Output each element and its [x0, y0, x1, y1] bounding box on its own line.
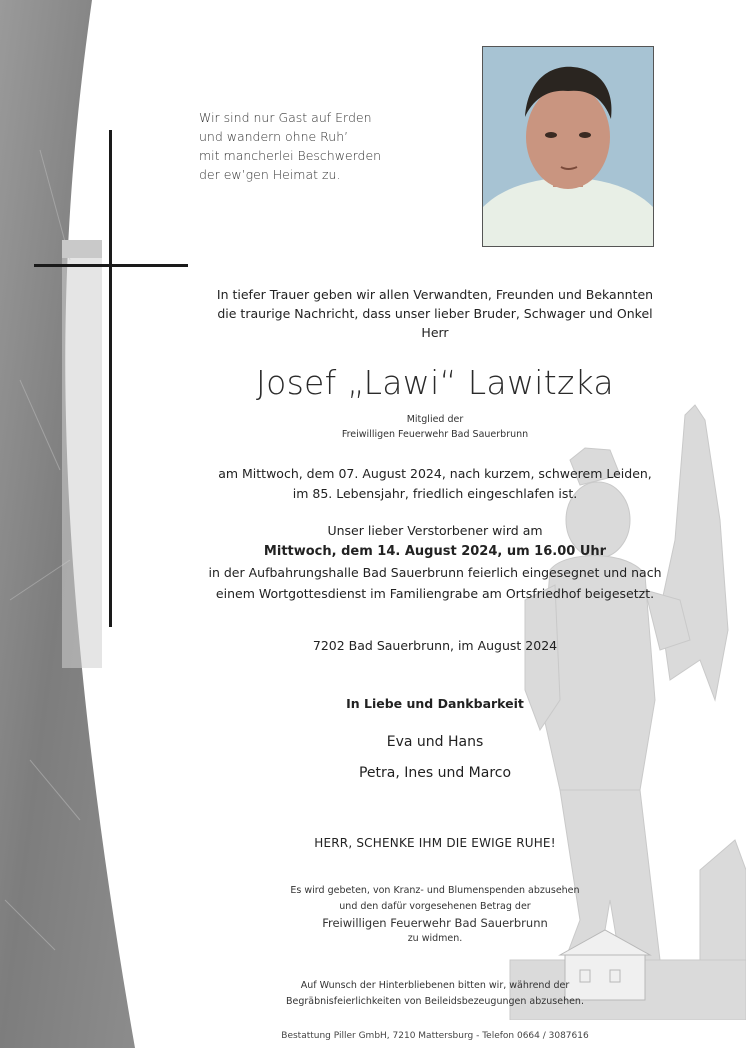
wish-line: Begräbnisfeierlichkeiten von Beileidsbezeugungen abzusehen. [286, 996, 584, 1007]
mourners-line: Eva und Hans [386, 734, 484, 750]
love-gratitude: In Liebe und Dankbarkeit [346, 696, 524, 711]
poem-line: mit mancherlei Beschwerden [199, 148, 382, 163]
death-line: im 85. Lebensjahr, friedlich eingeschlafen ist. [292, 486, 578, 501]
intro-line: die traurige Nachricht, dass unser lieber Bruder, Schwager und Onkel [217, 306, 653, 321]
funeral-details [170, 520, 700, 604]
donation-request [170, 883, 700, 947]
poem-line: und wandern ohne Ruh’ [199, 129, 349, 144]
deceased-name: Josef „Lawi“ Lawitzka [256, 363, 614, 402]
death-notice [170, 464, 700, 504]
poem [199, 108, 459, 184]
funeral-line: Unser lieber Verstorbener wird am [327, 523, 543, 538]
funeral-home-footer: Bestattung Piller GmbH, 7210 Mattersburg - Telefon 0664 / 3087616 [281, 1031, 589, 1041]
portrait-photo [482, 46, 654, 247]
portrait-image [483, 47, 653, 246]
death-line: am Mittwoch, dem 07. August 2024, nach kurzem, schwerem Leiden, [218, 466, 652, 481]
prayer: HERR, SCHENKE IHM DIE EWIGE RUHE! [314, 836, 556, 850]
cross-vertical [109, 130, 112, 627]
membership-line: Freiwilligen Feuerwehr Bad Sauerbrunn [341, 429, 529, 440]
donation-line: Es wird gebeten, von Kranz- und Blumenspenden abzusehen [290, 885, 580, 896]
intro-line: In tiefer Trauer geben wir allen Verwandten, Freunden und Bekannten [216, 287, 654, 302]
funeral-line: einem Wortgottesdienst im Familiengrabe am Ortsfriedhof beigesetzt. [215, 586, 655, 601]
place-date: 7202 Bad Sauerbrunn, im August 2024 [312, 638, 558, 653]
donation-line: zu widmen. [407, 933, 463, 944]
donation-line: und den dafür vorgesehenen Betrag der [339, 901, 531, 912]
cross-horizontal [34, 264, 188, 267]
poem-line: Wir sind nur Gast auf Erden [199, 110, 372, 125]
funeral-line: in der Aufbahrungshalle Bad Sauerbrunn feierlich eingesegnet und nach [208, 565, 662, 580]
condolence-request [170, 978, 700, 1010]
wish-line: Auf Wunsch der Hinterbliebenen bitten wir, während der [300, 980, 570, 991]
membership-line: Mitglied der [406, 414, 464, 425]
funeral-date: Mittwoch, dem 14. August 2024, um 16.00 Uhr [263, 544, 607, 559]
poem-line: der ew’gen Heimat zu. [199, 167, 341, 182]
announcement-intro [170, 285, 700, 342]
donation-recipient: Freiwilligen Feuerwehr Bad Sauerbrunn [322, 916, 548, 930]
mourners-line: Petra, Ines und Marco [358, 765, 512, 781]
membership [170, 412, 700, 442]
intro-line: Herr [421, 325, 449, 340]
